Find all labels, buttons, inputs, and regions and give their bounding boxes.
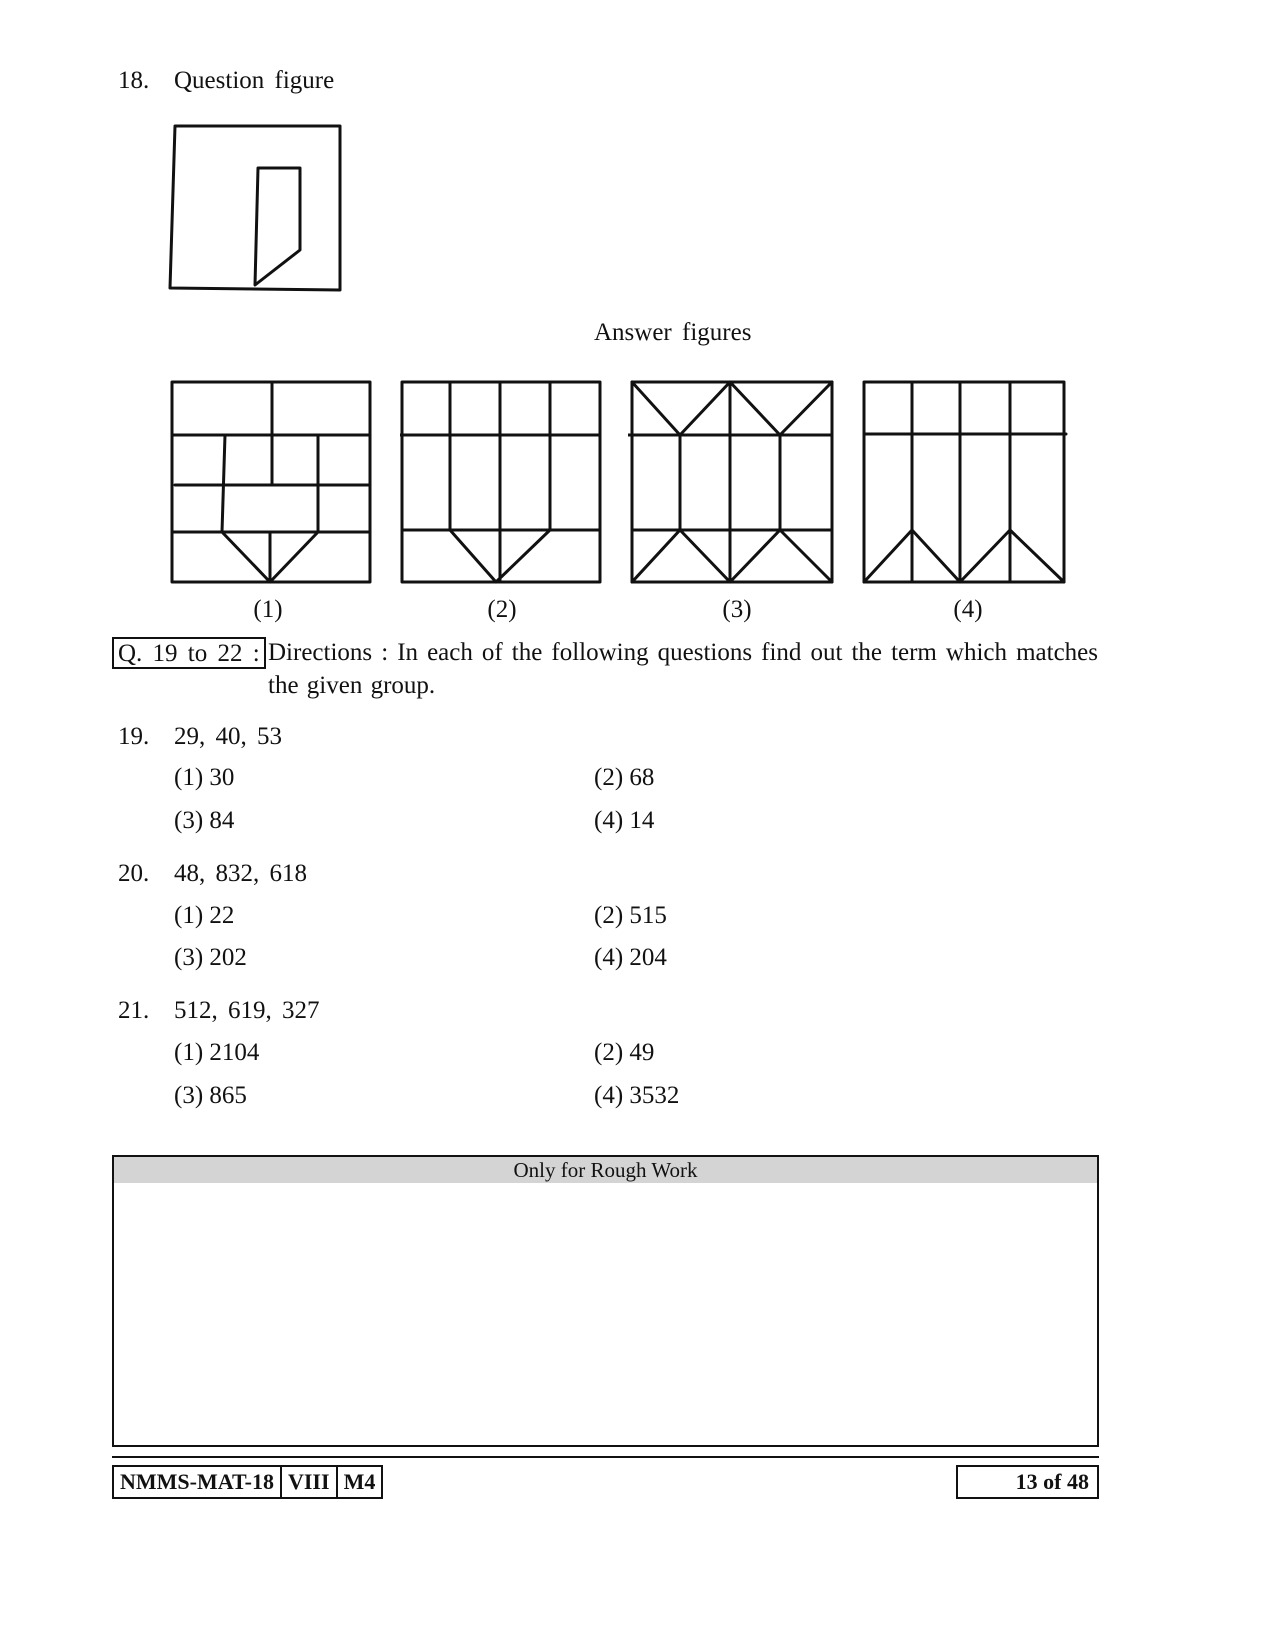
q19-option-2[interactable] [594, 763, 654, 793]
q20-number: 20. [118, 860, 150, 887]
option-value: 84 [209, 807, 235, 834]
q21-number: 21. [118, 997, 150, 1024]
question-figure [165, 120, 350, 295]
q20-option-3[interactable] [174, 943, 247, 973]
q20-option-1[interactable] [174, 901, 234, 931]
q21-stem: 512, 619, 327 [174, 997, 320, 1024]
option-value: 204 [629, 944, 667, 971]
footer-page-box [956, 1465, 1099, 1499]
q18-title: Question figure [174, 67, 335, 94]
answer-figure-1 [170, 380, 374, 586]
q19-stem: 29, 40, 53 [174, 723, 282, 750]
option-value: 3532 [629, 1082, 680, 1109]
option-label: (3) [174, 1082, 204, 1109]
option-label: (1) [174, 1039, 204, 1066]
option-value: 30 [209, 764, 235, 791]
q21-option-2[interactable] [594, 1038, 654, 1068]
answer-label-3: (3) [722, 596, 752, 623]
question-range-label: Q. 19 to 22 : [112, 637, 266, 669]
option-label: (2) [594, 1039, 624, 1066]
q20-stem: 48, 832, 618 [174, 860, 307, 887]
answer-figure-3 [628, 378, 838, 586]
q20-option-2[interactable] [594, 901, 667, 931]
answer-figure-2 [400, 380, 604, 586]
option-value: 22 [209, 902, 235, 929]
option-label: (1) [174, 764, 204, 791]
footer-class: VIII [282, 1467, 338, 1497]
option-label: (2) [594, 764, 624, 791]
option-label: (4) [594, 807, 624, 834]
answer-label-4: (4) [953, 596, 983, 623]
option-label: (4) [594, 1082, 624, 1109]
q19-option-3[interactable] [174, 806, 234, 836]
footer-exam-code: NMMS-MAT-18 [114, 1467, 282, 1497]
option-value: 49 [629, 1039, 655, 1066]
option-value: 865 [209, 1082, 247, 1109]
q20-option-4[interactable] [594, 943, 667, 973]
footer-set: M4 [343, 1469, 376, 1494]
option-value: 202 [209, 944, 247, 971]
rough-work-heading: Only for Rough Work [114, 1157, 1097, 1183]
directions-text: Directions : In each of the following questions find out the term which matches the given group. [268, 639, 1098, 699]
option-label: (3) [174, 944, 204, 971]
answer-figure-4 [862, 378, 1070, 586]
q19-option-1[interactable] [174, 763, 234, 793]
answer-label-1: (1) [253, 596, 283, 623]
option-value: 2104 [209, 1039, 260, 1066]
q19-option-4[interactable] [594, 806, 654, 836]
q21-option-1[interactable] [174, 1038, 259, 1068]
option-value: 68 [629, 764, 655, 791]
option-label: (1) [174, 902, 204, 929]
answer-label-2: (2) [487, 596, 517, 623]
option-value: 14 [629, 807, 655, 834]
q18-number: 18. [118, 67, 150, 94]
answer-figures-heading: Answer figures [594, 319, 752, 346]
footer-code-box [112, 1465, 383, 1499]
footer-divider [112, 1456, 1099, 1458]
option-label: (4) [594, 944, 624, 971]
option-value: 515 [629, 902, 667, 929]
q19-number: 19. [118, 723, 150, 750]
option-label: (3) [174, 807, 204, 834]
option-label: (2) [594, 902, 624, 929]
footer-page-number: 13 of 48 [1015, 1469, 1089, 1494]
rough-work-box [112, 1155, 1099, 1447]
q21-option-3[interactable] [174, 1081, 247, 1111]
q21-option-4[interactable] [594, 1081, 679, 1111]
